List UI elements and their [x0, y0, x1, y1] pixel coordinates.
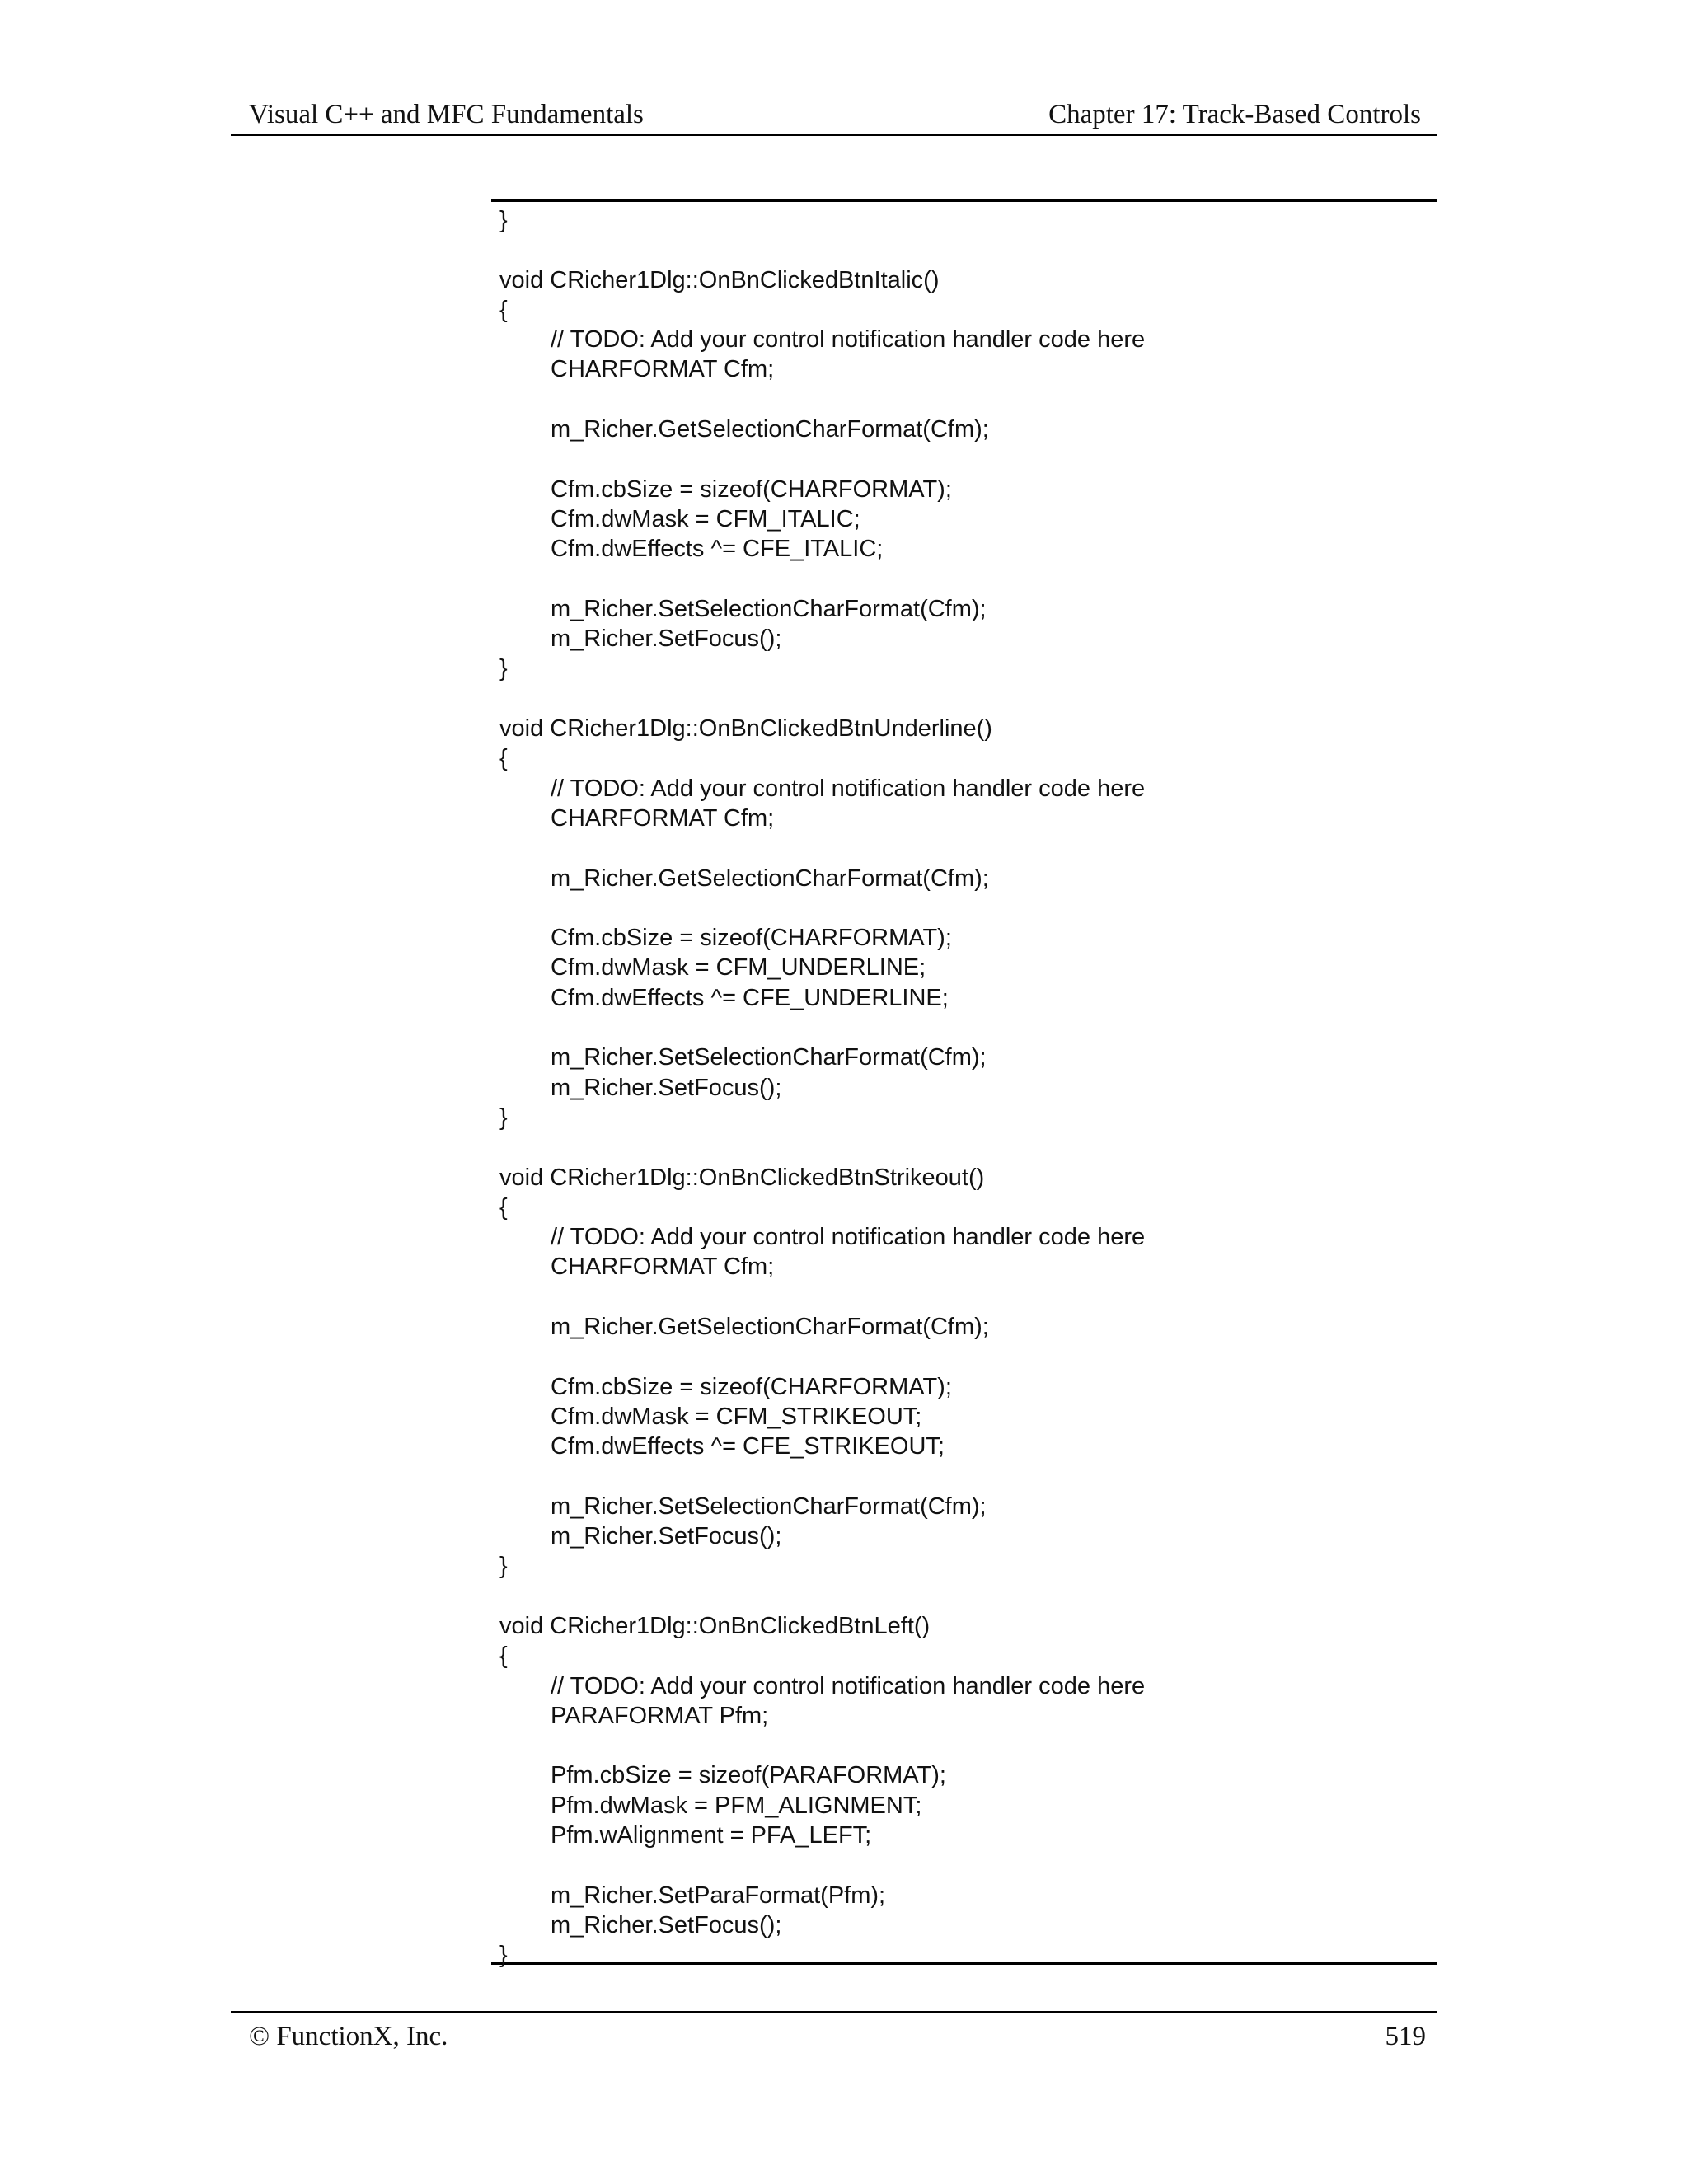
code-line: m_Richer.SetSelectionCharFormat(Cfm); [551, 595, 987, 622]
code-line: // TODO: Add your control notification handler code here [551, 326, 1146, 354]
chapter-title: Chapter 17: Track-Based Controls [1048, 100, 1421, 129]
code-lines [499, 205, 1145, 1971]
code-blank-line [499, 1731, 1145, 1760]
code-line: } [499, 1104, 508, 1131]
page-number: 519 [1385, 2022, 1426, 2051]
code-line: m_Richer.SetSelectionCharFormat(Cfm); [551, 1044, 987, 1071]
code-line: } [499, 655, 508, 682]
code-line: m_Richer.SetFocus(); [551, 1074, 782, 1101]
code-line: CHARFORMAT Cfm; [551, 356, 775, 383]
code-listing [491, 199, 1437, 1969]
code-blank-line [499, 1282, 1145, 1312]
code-line: Cfm.dwEffects ^= CFE_UNDERLINE; [551, 984, 949, 1011]
code-line: { [499, 296, 508, 323]
code-line: { [499, 1193, 508, 1221]
code-line: void CRicher1Dlg::OnBnClickedBtnItalic() [499, 266, 940, 293]
code-line: { [499, 1643, 508, 1670]
code-blank-line [499, 444, 1145, 474]
code-blank-line [499, 1013, 1145, 1043]
copyright-notice: © FunctionX, Inc. [249, 2022, 448, 2051]
page-footer [231, 2011, 1437, 2051]
code-blank-line [499, 1582, 1145, 1611]
code-line: Cfm.cbSize = sizeof(CHARFORMAT); [551, 476, 952, 503]
code-line: Cfm.cbSize = sizeof(CHARFORMAT); [551, 925, 952, 952]
code-line: // TODO: Add your control notification handler code here [551, 1672, 1146, 1699]
code-line: Cfm.dwEffects ^= CFE_STRIKEOUT; [551, 1433, 945, 1460]
code-blank-line [499, 565, 1145, 594]
code-line: Cfm.dwMask = CFM_UNDERLINE; [551, 954, 926, 982]
code-blank-line [499, 1132, 1145, 1162]
book-title: Visual C++ and MFC Fundamentals [249, 100, 644, 129]
code-line: } [499, 207, 508, 233]
code-line: m_Richer.SetFocus(); [551, 1523, 782, 1550]
code-line: Pfm.dwMask = PFM_ALIGNMENT; [551, 1792, 922, 1819]
code-line: Cfm.dwMask = CFM_ITALIC; [551, 505, 860, 532]
code-line: void CRicher1Dlg::OnBnClickedBtnStrikeout() [499, 1164, 985, 1191]
code-line: m_Richer.GetSelectionCharFormat(Cfm); [551, 416, 989, 443]
code-line: // TODO: Add your control notification handler code here [551, 775, 1146, 802]
code-line: m_Richer.GetSelectionCharFormat(Cfm); [551, 865, 989, 892]
code-line: Pfm.cbSize = sizeof(PARAFORMAT); [551, 1762, 946, 1789]
page-header [231, 97, 1437, 136]
code-blank-line [499, 1461, 1145, 1491]
code-line: m_Richer.GetSelectionCharFormat(Cfm); [551, 1313, 989, 1340]
code-line: } [499, 1553, 508, 1580]
code-line: PARAFORMAT Pfm; [551, 1702, 769, 1729]
code-blank-line [499, 385, 1145, 415]
code-line: m_Richer.SetFocus(); [551, 626, 782, 653]
code-blank-line [499, 833, 1145, 863]
code-blank-line [499, 1342, 1145, 1371]
code-line: m_Richer.SetFocus(); [551, 1911, 782, 1938]
code-line: m_Richer.SetSelectionCharFormat(Cfm); [551, 1493, 987, 1520]
code-line: Cfm.dwMask = CFM_STRIKEOUT; [551, 1403, 922, 1430]
code-blank-line [499, 235, 1145, 265]
code-line: CHARFORMAT Cfm; [551, 804, 775, 832]
code-line: Cfm.cbSize = sizeof(CHARFORMAT); [551, 1373, 952, 1400]
code-blank-line [499, 684, 1145, 714]
code-line: Cfm.dwEffects ^= CFE_ITALIC; [551, 536, 884, 563]
code-line: void CRicher1Dlg::OnBnClickedBtnUnderline() [499, 715, 992, 743]
code-line: void CRicher1Dlg::OnBnClickedBtnLeft() [499, 1612, 931, 1639]
code-line: CHARFORMAT Cfm; [551, 1254, 775, 1281]
code-line: } [499, 1942, 508, 1969]
code-line: Pfm.wAlignment = PFA_LEFT; [551, 1822, 872, 1849]
code-blank-line [499, 893, 1145, 923]
code-line: // TODO: Add your control notification handler code here [551, 1224, 1146, 1251]
code-line: { [499, 745, 508, 772]
code-line: m_Richer.SetParaFormat(Pfm); [551, 1882, 886, 1909]
code-blank-line [499, 1850, 1145, 1880]
